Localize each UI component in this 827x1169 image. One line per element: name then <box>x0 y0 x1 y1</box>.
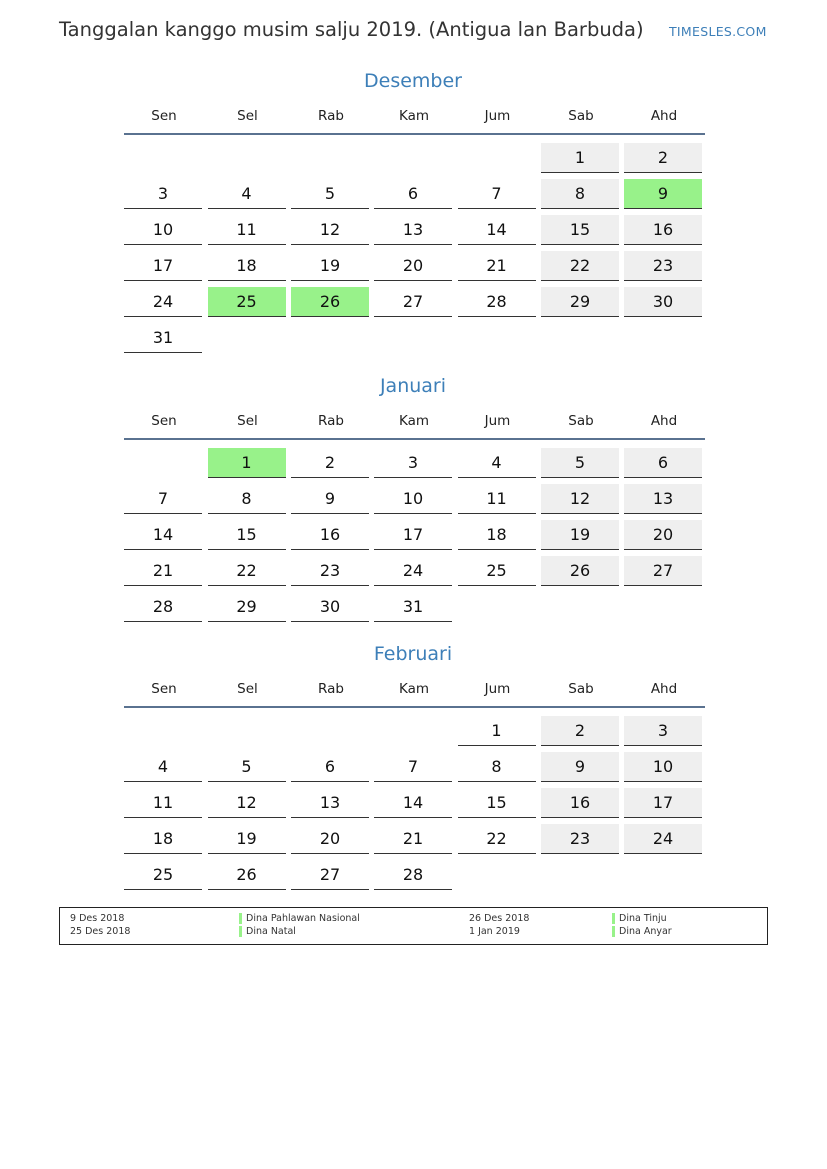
header-divider <box>124 706 705 708</box>
day-cell: 30 <box>624 287 702 317</box>
day-cell: 10 <box>624 752 702 782</box>
weekday-header <box>121 108 705 128</box>
header-divider <box>124 438 705 440</box>
day-cell: 29 <box>208 592 286 622</box>
day-cell: 26 <box>541 556 619 586</box>
day-cell: 12 <box>291 215 369 245</box>
day-cell: 9 <box>291 484 369 514</box>
day-cell: 28 <box>374 860 452 890</box>
day-cell: 5 <box>291 179 369 209</box>
day-cell: 12 <box>208 788 286 818</box>
day-cell: 2 <box>291 448 369 478</box>
day-cell: 25 <box>124 860 202 890</box>
day-cell: 11 <box>458 484 536 514</box>
day-cell: 13 <box>624 484 702 514</box>
day-cell: 20 <box>374 251 452 281</box>
day-cell: 13 <box>374 215 452 245</box>
day-cell: 17 <box>624 788 702 818</box>
day-cell: 29 <box>541 287 619 317</box>
day-cell: 27 <box>291 860 369 890</box>
weekday-label: Sab <box>568 681 594 697</box>
weekday-label: Ahd <box>650 681 678 697</box>
day-cell: 14 <box>458 215 536 245</box>
day-cell: 6 <box>374 179 452 209</box>
weekday-label: Ahd <box>650 413 678 429</box>
day-cell: 25 <box>458 556 536 586</box>
day-cell: 11 <box>208 215 286 245</box>
day-cell: 5 <box>208 752 286 782</box>
month-name: Januari <box>379 375 447 397</box>
day-cell: 2 <box>624 143 702 173</box>
day-cell: 7 <box>374 752 452 782</box>
day-cell: 19 <box>541 520 619 550</box>
day-cell: 23 <box>291 556 369 586</box>
month-name: Februari <box>373 643 453 665</box>
holiday-day-cell: 26 <box>291 287 369 317</box>
day-cell: 7 <box>124 484 202 514</box>
day-cell: 22 <box>208 556 286 586</box>
holiday-marker-icon <box>239 913 242 924</box>
weekday-label: Jum <box>484 108 511 124</box>
holiday-day-cell: 1 <box>208 448 286 478</box>
weekday-label: Sel <box>237 413 258 429</box>
holiday-legend <box>59 907 768 945</box>
day-cell: 19 <box>208 824 286 854</box>
holiday-marker-icon <box>239 926 242 937</box>
day-cell: 4 <box>458 448 536 478</box>
day-cell: 2 <box>541 716 619 746</box>
weekday-label: Jum <box>484 681 511 697</box>
day-cell: 4 <box>124 752 202 782</box>
weekday-label: Kam <box>398 413 430 429</box>
day-cell: 8 <box>208 484 286 514</box>
day-cell: 19 <box>291 251 369 281</box>
legend-holiday-name: Dina Natal <box>246 926 296 937</box>
holiday-marker-icon <box>612 913 615 924</box>
weekday-label: Sel <box>237 681 258 697</box>
day-cell: 18 <box>208 251 286 281</box>
weekday-label: Ahd <box>650 108 678 124</box>
day-cell: 27 <box>374 287 452 317</box>
day-cell: 18 <box>124 824 202 854</box>
day-cell: 27 <box>624 556 702 586</box>
day-cell: 1 <box>458 716 536 746</box>
day-cell: 28 <box>124 592 202 622</box>
day-cell: 16 <box>291 520 369 550</box>
day-cell: 20 <box>291 824 369 854</box>
day-cell: 20 <box>624 520 702 550</box>
day-cell: 9 <box>541 752 619 782</box>
day-cell: 24 <box>624 824 702 854</box>
brand-link[interactable]: TIMESLES.COM <box>669 24 767 39</box>
weekday-label: Sel <box>237 108 258 124</box>
weekday-label: Rab <box>318 413 344 429</box>
day-cell: 23 <box>624 251 702 281</box>
day-cell: 1 <box>541 143 619 173</box>
weekday-label: Jum <box>484 413 511 429</box>
weekday-label: Sen <box>151 108 177 124</box>
legend-date: 25 Des 2018 <box>70 926 131 937</box>
legend-holiday-name: Dina Pahlawan Nasional <box>246 913 360 924</box>
weekday-label: Rab <box>318 108 344 124</box>
day-cell: 21 <box>124 556 202 586</box>
day-cell: 8 <box>541 179 619 209</box>
day-cell: 3 <box>374 448 452 478</box>
weekday-label: Sab <box>568 413 594 429</box>
weekday-label: Rab <box>318 681 344 697</box>
day-cell: 31 <box>124 323 202 353</box>
weekday-label: Sen <box>151 413 177 429</box>
day-cell: 18 <box>458 520 536 550</box>
day-cell: 15 <box>541 215 619 245</box>
legend-holiday-name: Dina Anyar <box>619 926 672 937</box>
day-cell: 24 <box>374 556 452 586</box>
legend-date: 26 Des 2018 <box>469 913 530 924</box>
day-cell: 11 <box>124 788 202 818</box>
weekday-header <box>121 681 705 701</box>
weekday-header <box>121 413 705 433</box>
day-cell: 13 <box>291 788 369 818</box>
day-cell: 6 <box>624 448 702 478</box>
day-cell: 26 <box>208 860 286 890</box>
day-cell: 3 <box>624 716 702 746</box>
day-cell: 14 <box>124 520 202 550</box>
header-divider <box>124 133 705 135</box>
day-cell: 8 <box>458 752 536 782</box>
day-cell: 23 <box>541 824 619 854</box>
day-cell: 15 <box>458 788 536 818</box>
day-cell: 4 <box>208 179 286 209</box>
legend-holiday-name: Dina Tinju <box>619 913 667 924</box>
day-cell: 31 <box>374 592 452 622</box>
page-title: Tanggalan kanggo musim salju 2019. (Antigua lan Barbuda) <box>59 18 644 41</box>
day-cell: 6 <box>291 752 369 782</box>
weekday-label: Kam <box>398 681 430 697</box>
weekday-label: Sab <box>568 108 594 124</box>
day-cell: 22 <box>541 251 619 281</box>
day-cell: 14 <box>374 788 452 818</box>
day-cell: 16 <box>541 788 619 818</box>
day-cell: 22 <box>458 824 536 854</box>
day-cell: 5 <box>541 448 619 478</box>
day-cell: 17 <box>124 251 202 281</box>
holiday-marker-icon <box>612 926 615 937</box>
day-cell: 21 <box>374 824 452 854</box>
day-cell: 12 <box>541 484 619 514</box>
day-cell: 10 <box>374 484 452 514</box>
holiday-day-cell: 9 <box>624 179 702 209</box>
day-cell: 30 <box>291 592 369 622</box>
legend-date: 1 Jan 2019 <box>469 926 520 937</box>
day-cell: 17 <box>374 520 452 550</box>
day-cell: 15 <box>208 520 286 550</box>
day-cell: 10 <box>124 215 202 245</box>
day-cell: 21 <box>458 251 536 281</box>
day-cell: 7 <box>458 179 536 209</box>
day-cell: 3 <box>124 179 202 209</box>
day-cell: 28 <box>458 287 536 317</box>
holiday-day-cell: 25 <box>208 287 286 317</box>
weekday-label: Sen <box>151 681 177 697</box>
legend-date: 9 Des 2018 <box>70 913 125 924</box>
weekday-label: Kam <box>398 108 430 124</box>
month-name: Desember <box>364 70 462 92</box>
day-cell: 16 <box>624 215 702 245</box>
day-cell: 24 <box>124 287 202 317</box>
